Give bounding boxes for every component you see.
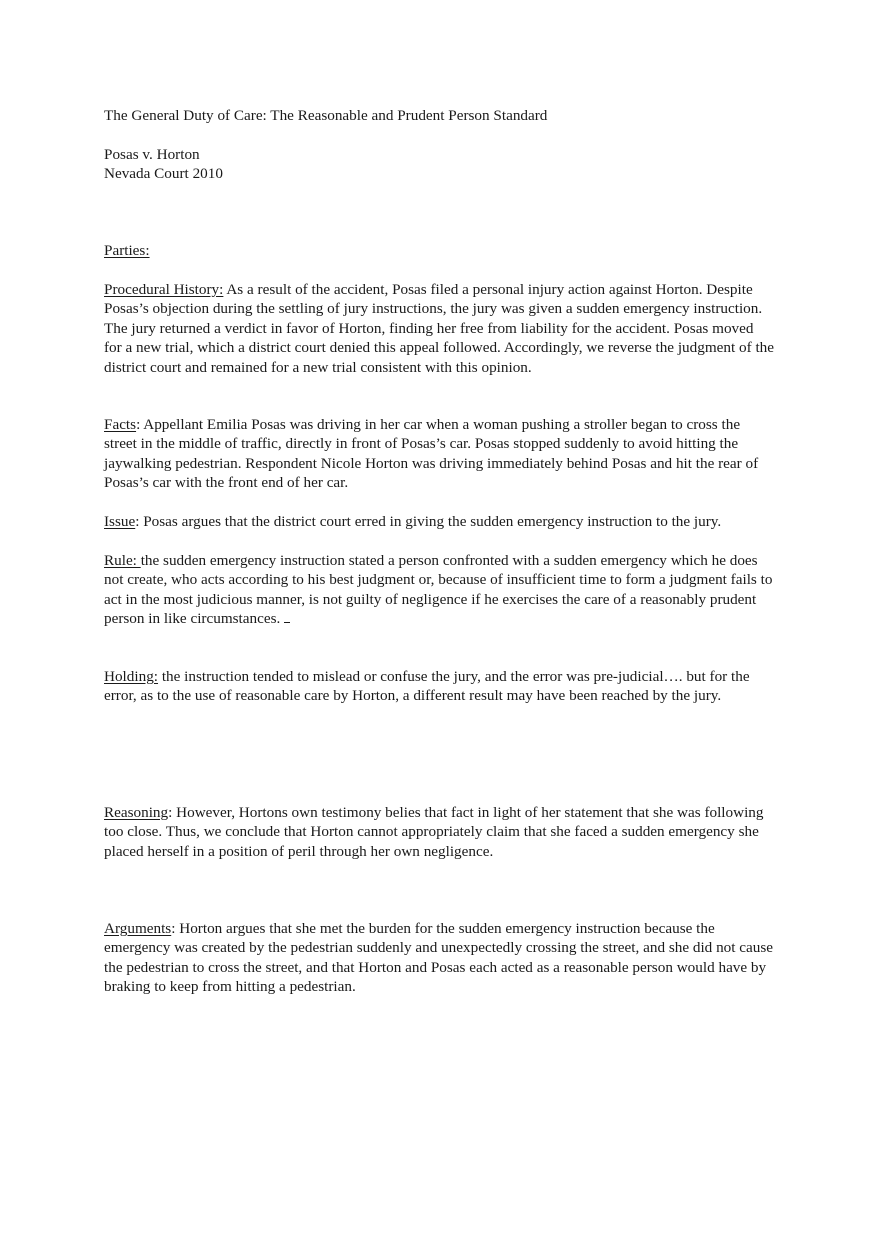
rule-text: the sudden emergency instruction stated a person confronted with a sudden emergency which he does not create, who acts according to his best judgment or, because of insufficient time to form a judgment fails to act in the most judicious manner, is not guilty of negligence if he exercises the care of a reasonably prudent person in like circumstances. [104,552,773,628]
arguments-section [104,919,774,997]
arguments-text: : Horton argues that she met the burden for the sudden emergency instruction because the emergency was created by the pedestrian suddenly and unexpectedly crossing the street, and she did not cause the pedestrian to cross the street, and that Horton and Posas each acted as a reasonable person would have by braking to keep from hitting a pedestrian. [104,920,774,996]
issue-label: Issue [104,513,136,530]
rule-section [104,551,774,629]
underline-mark [284,610,290,623]
facts-text: : Appellant Emilia Posas was driving in her car when a woman pushing a stroller began to cross the street in the middle of traffic, directly in front of Posas’s car. Posas stopped suddenly to avoid hitting the jaywalking pedestrian. Respondent Nicole Horton was driving immediately behind Posas and hit the rear of Posas’s car with the front end of her car. [104,416,759,492]
arguments-label: Arguments [104,920,172,937]
facts-label: Facts [104,416,137,433]
parties-section [104,241,774,260]
holding-label: Holding: [104,668,159,685]
holding-text: the instruction tended to mislead or confuse the jury, and the error was pre-judicial…. but for the error, as to the use of reasonable care by Horton, a different result may have been reached by the jury. [104,668,750,705]
parties-label: Parties: [104,242,150,259]
rule-label: Rule: [104,552,141,569]
reasoning-text: : However, Hortons own testimony belies that fact in light of her statement that she was following too close. Thus, we conclude that Horton cannot appropriately claim that she faced a sudden emergency she placed herself in a position of peril through her own negligence. [104,804,764,860]
reasoning-section [104,803,774,861]
procedural-history-section [104,280,774,377]
issue-text: : Posas argues that the district court erred in giving the sudden emergency instruction to the jury. [135,513,722,530]
court-line: Nevada Court 2010 [104,165,223,182]
facts-section [104,415,774,493]
procedural-history-label: Procedural History: [104,281,224,298]
procedural-history-text: As a result of the accident, Posas filed a personal injury action against Horton. Despite Posas’s objection during the settling of jury instructions, the jury was given a sudden emergency instruction. The jury returned a verdict in favor of Horton, finding her free from liability for the accident. Posas moved for a new trial, which a district court denied this appeal followed. Accordingly, we reverse the judgment of the district court and remained for a new trial consistent with this opinion. [104,281,774,376]
holding-section [104,667,774,706]
case-name: Posas v. Horton [104,146,200,163]
document-title: The General Duty of Care: The Reasonable and Prudent Person Standard [104,107,548,124]
issue-section [104,512,774,531]
reasoning-label: Reasoning [104,804,169,821]
